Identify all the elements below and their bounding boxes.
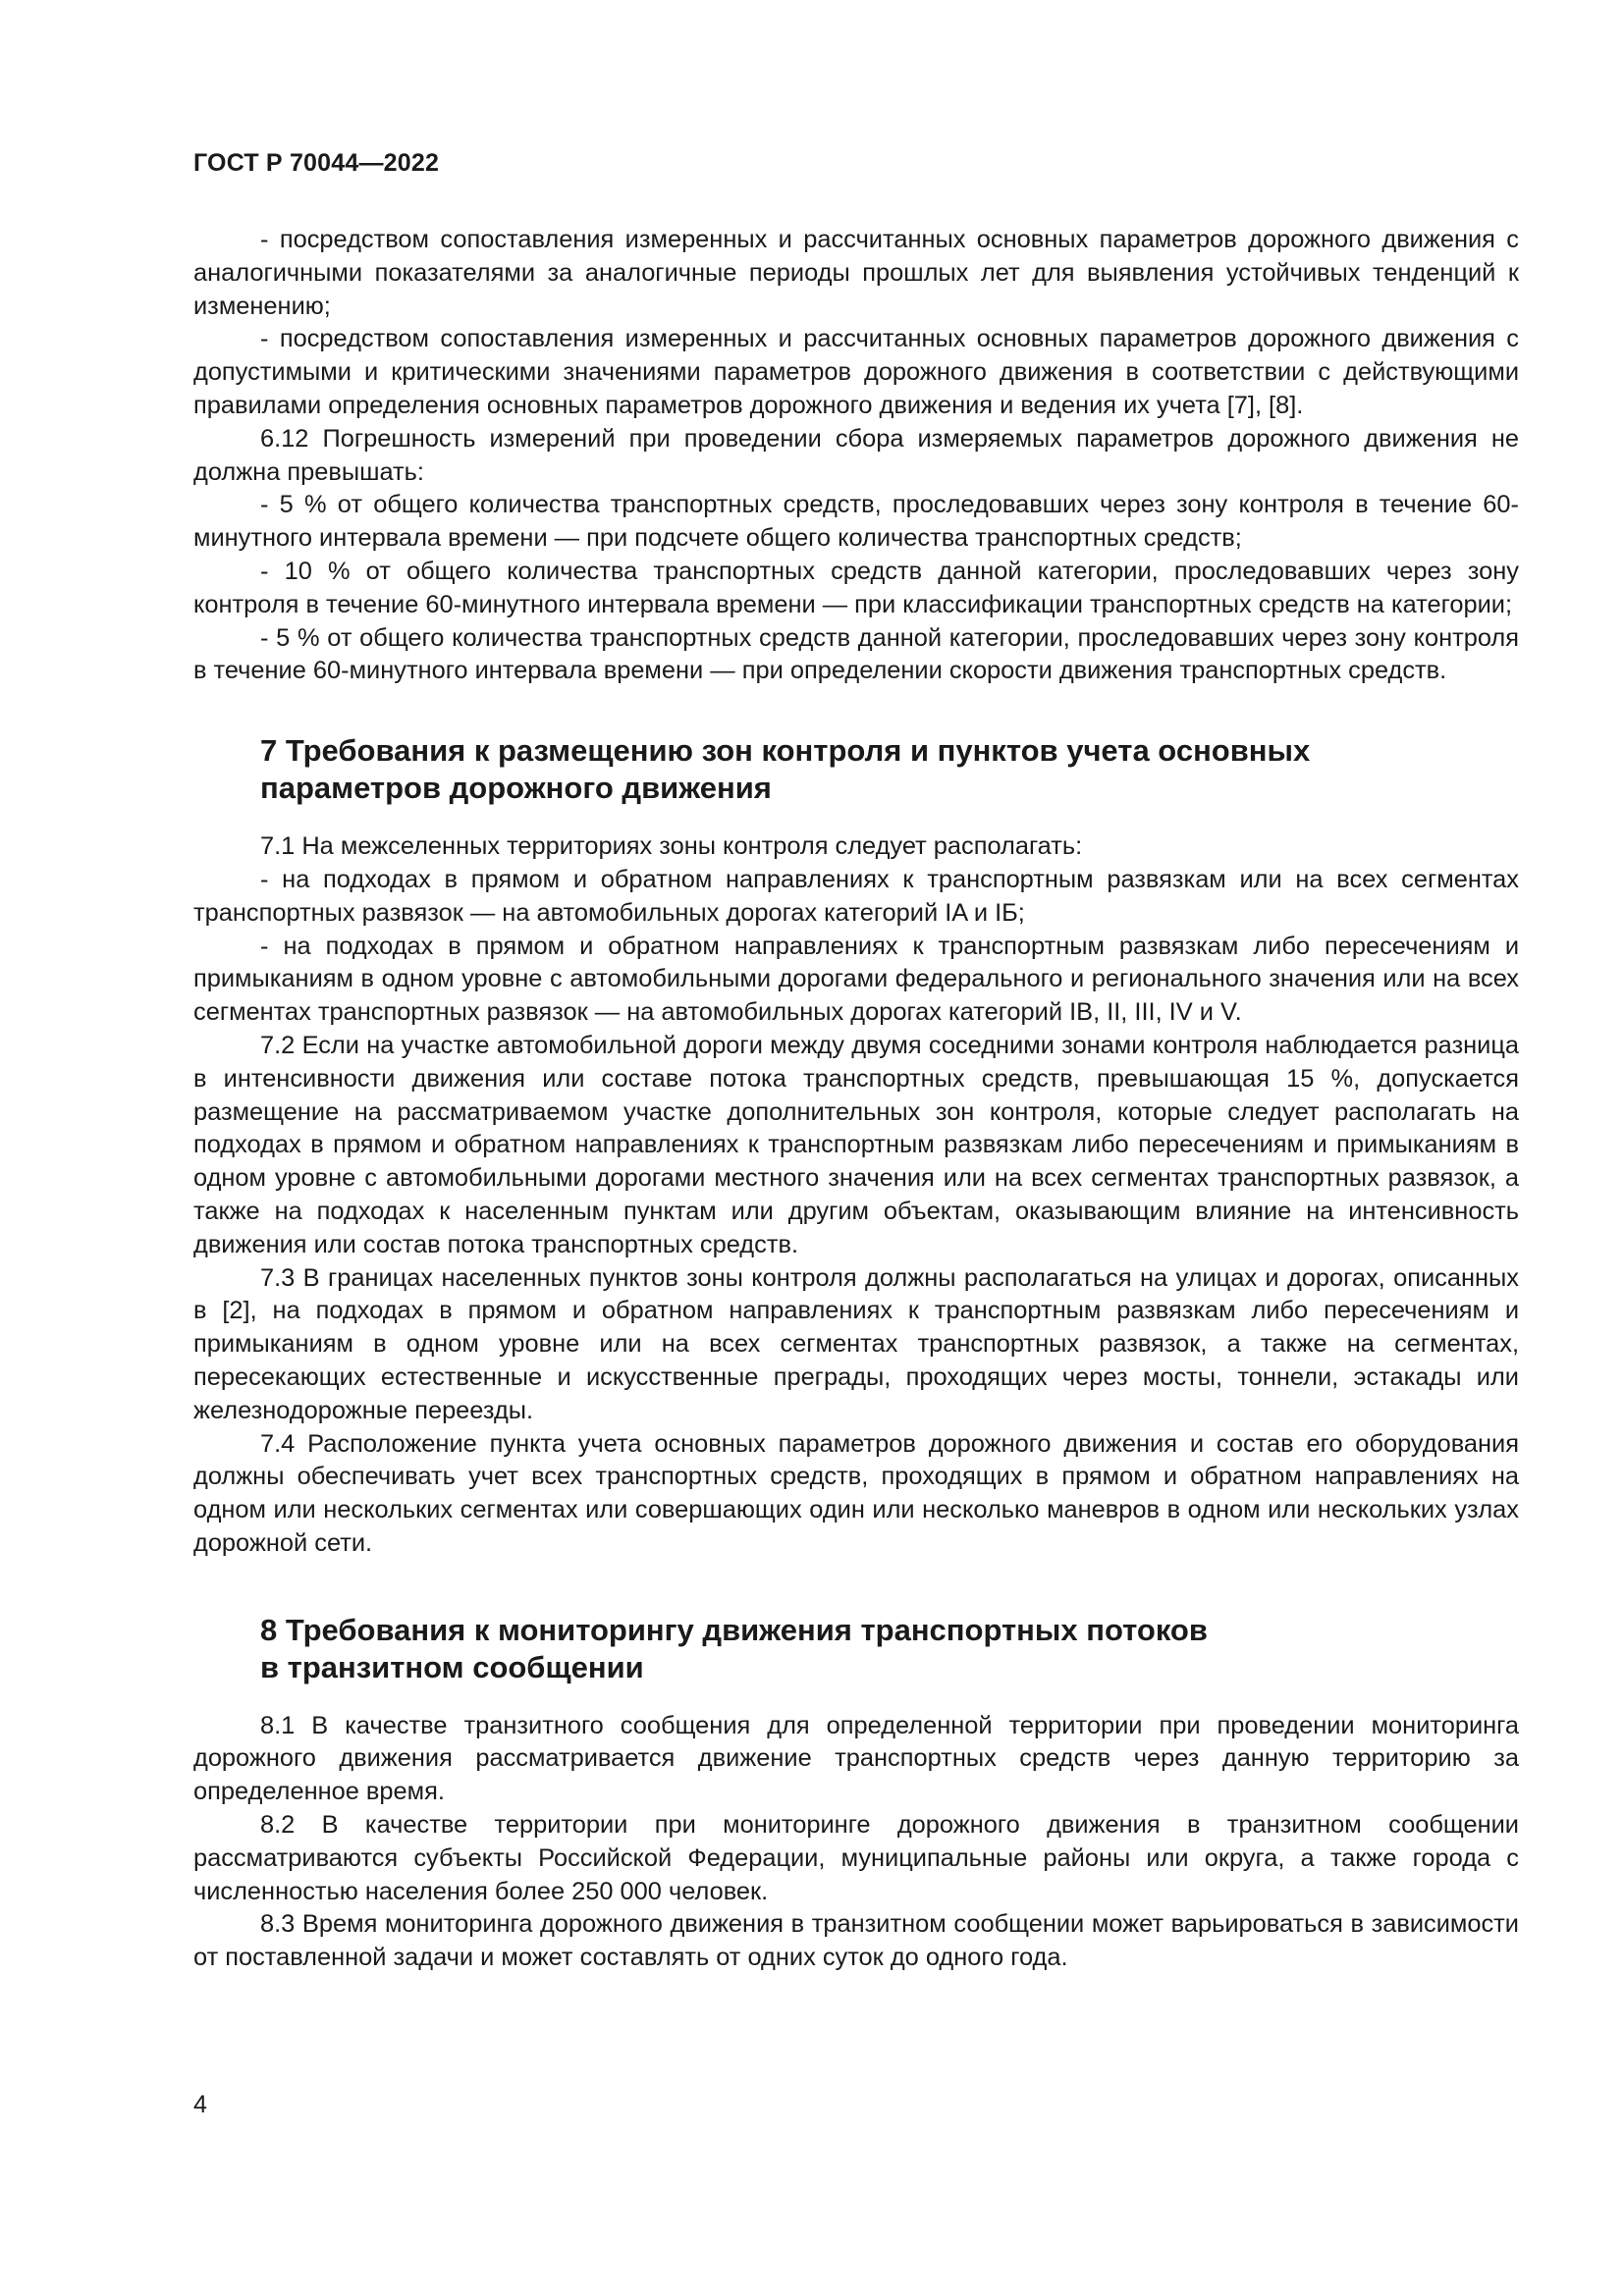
body-paragraph: - 5 % от общего количества транспортных средств, проследовавших через зону контроля в течение 60-минутного интервала времени — при подсчете общего количества транспортных средств; — [193, 491, 1519, 553]
section-heading-line: параметров дорожного движения — [260, 771, 772, 806]
page-number: 4 — [193, 2091, 207, 2118]
body-paragraph: - посредством сопоставления измеренных и рассчитанных основных параметров дорожного движения с допустимыми и критическими значениями параметров дорожного движения в соответствии с действующими правилами определения основных параметров дорожного движения и ведения их учета [7], [8]. — [193, 325, 1519, 419]
section-heading — [193, 1612, 1519, 1686]
section-heading-line: 7 Требования к размещению зон контроля и пунктов учета основных — [260, 733, 1311, 769]
body-paragraph: 7.4 Расположение пункта учета основных параметров дорожного движения и состав его оборудования должны обеспечивать учет всех транспортных средств, проходящих в прямом и обратном направлениях на одном или нескольких сегментах или совершающих один или несколько маневров в одном или нескольких узлах дорожной сети. — [193, 1429, 1519, 1557]
body-paragraph: 8.2 В качестве территории при мониторинге дорожного движения в транзитном сообщении рассматриваются субъекты Российской Федерации, муниципальные районы или округа, а также города с численностью населения более 250 000 человек. — [193, 1811, 1519, 1905]
document-body — [193, 224, 1519, 1975]
body-paragraph: - посредством сопоставления измеренных и рассчитанных основных параметров дорожного движения с аналогичными показателями за аналогичные периоды прошлых лет для выявления устойчивых тенденций к изменению; — [193, 226, 1519, 320]
body-paragraph: 7.2 Если на участке автомобильной дороги между двумя соседними зонами контроля наблюдается разница в интенсивности движения или составе потока транспортных средств, превышающая 15 %, допускается размещение на рассматриваемом участке дополнительных зон контроля, которые следует располагать на подходах в прямом и обратном направлениях к транспортным развязкам либо пересечениям и примыканиям в одном уровне с автомобильными дорогами местного значения или на всех сегментах транспортных развязок, а также на подходах к населенным пунктам или другим объектам, оказывающим влияние на интенсивность движения или состав потока транспортных средств. — [193, 1031, 1519, 1258]
body-paragraph: - на подходах в прямом и обратном направлениях к транспортным развязкам или на всех сегментах транспортных развязок — на автомобильных дорогах категорий IA и IБ; — [193, 865, 1519, 927]
section-heading-line: в транзитном сообщении — [260, 1649, 644, 1684]
section-heading — [193, 732, 1519, 807]
body-paragraph: 8.3 Время мониторинга дорожного движения в транзитном сообщении может варьироваться в зависимости от поставленной задачи и может составлять от одних суток до одного года. — [193, 1910, 1519, 1972]
body-paragraph: 7.3 В границах населенных пунктов зоны контроля должны располагаться на улицах и дорогах, описанных в [2], на подходах в прямом и обратном направлениях к транспортным развязкам либо пересечениям и примыканиям в одном уровне или на всех сегментах транспортных развязок, а также на сегментах, пересекающих естественные и искусственные преграды, проходящих через мосты, тоннели, эстакады или железнодорожные переезды. — [193, 1263, 1519, 1424]
body-paragraph: 8.1 В качестве транзитного сообщения для определенной территории при проведении мониторинга дорожного движения рассматривается движение транспортных средств через данную территорию за определенное время. — [193, 1711, 1519, 1806]
body-paragraph: - на подходах в прямом и обратном направлениях к транспортным развязкам либо пересечениям и примыканиям в одном уровне с автомобильными дорогами федерального и регионального значения или на всех сегментах транспортных развязок — на автомобильных дорогах категорий IB, II, III, IV и V. — [193, 932, 1519, 1027]
document-header: ГОСТ Р 70044—2022 — [193, 149, 440, 177]
section-heading-line: 8 Требования к мониторингу движения транспортных потоков — [260, 1612, 1208, 1647]
body-paragraph: 6.12 Погрешность измерений при проведении сбора измеряемых параметров дорожного движения не должна превышать: — [193, 424, 1519, 486]
body-paragraph: - 10 % от общего количества транспортных средств данной категории, проследовавших через зону контроля в течение 60-минутного интервала времени — при классификации транспортных средств на категории; — [193, 557, 1519, 618]
body-paragraph: 7.1 На межселенных территориях зоны контроля следует располагать: — [260, 832, 1083, 861]
body-paragraph: - 5 % от общего количества транспортных средств данной категории, проследовавших через зону контроля в течение 60-минутного интервала времени — при определении скорости движения транспортных средств. — [193, 623, 1519, 685]
